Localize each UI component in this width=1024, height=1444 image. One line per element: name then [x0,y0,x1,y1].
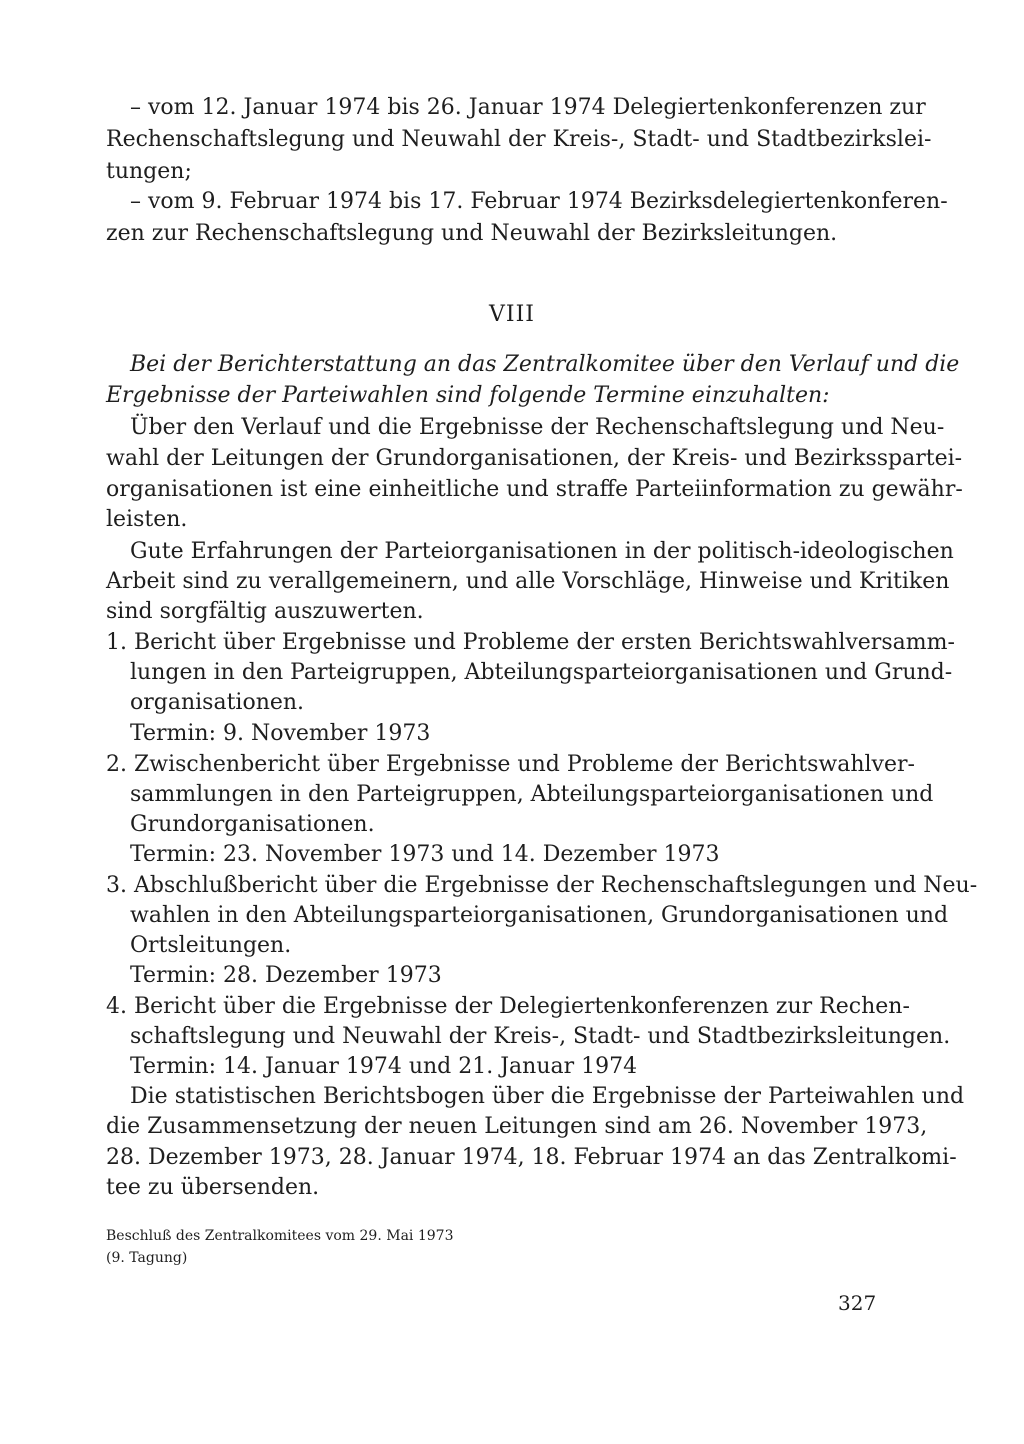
text-line: Rechenschaftslegung und Neuwahl der Kreis-, Stadt- und Stadtbezirkslei- [106,127,932,152]
text-line: Arbeit sind zu verallgemeinern, und alle Vorschläge, Hinweise und Kritiken [106,569,950,594]
list-item-termin: Termin: 14. Januar 1974 und 21. Januar 1974 [130,1054,638,1079]
text-line: leisten. [106,507,188,532]
intro-line: Bei der Berichterstattung an das Zentralkomitee über den Verlauf und die [130,352,960,377]
text-line: tee zu übersenden. [106,1175,320,1200]
list-item-termin: Termin: 28. Dezember 1973 [130,963,442,988]
intro-line: Ergebnisse der Parteiwahlen sind folgende Termine einzuhalten: [106,383,830,408]
footnote-line: (9. Tagung) [106,1250,188,1266]
list-item-line: 1. Bericht über Ergebnisse und Probleme der ersten Berichtswahlversamm- [106,630,955,655]
text-line: Gute Erfahrungen der Parteiorganisationen in der politisch-ideologischen [130,539,954,564]
list-item-line: 2. Zwischenbericht über Ergebnisse und Probleme der Berichtswahlver- [106,752,915,777]
footnote-line: Beschluß des Zentralkomitees vom 29. Mai 1973 [106,1228,454,1244]
section-heading: VIII [489,302,535,327]
text-line: – vom 9. Februar 1974 bis 17. Februar 1974 Bezirksdelegiertenkonferen- [130,189,948,214]
list-item-termin: Termin: 23. November 1973 und 14. Dezember 1973 [130,842,720,867]
list-item-line: wahlen in den Abteilungsparteiorganisationen, Grundorganisationen und [130,903,949,928]
text-line: zen zur Rechenschaftslegung und Neuwahl der Bezirksleitungen. [106,221,838,246]
list-item-line: sammlungen in den Parteigruppen, Abteilungsparteiorganisationen und [130,782,934,807]
text-line: Die statistischen Berichtsbogen über die Ergebnisse der Parteiwahlen und [130,1084,965,1109]
page-number: 327 [838,1291,877,1315]
list-item-line: lungen in den Parteigruppen, Abteilungsparteiorganisationen und Grund- [130,660,953,685]
text-line: – vom 12. Januar 1974 bis 26. Januar 1974 Delegiertenkonferenzen zur [130,95,926,120]
list-item-line: Ortsleitungen. [130,933,292,958]
list-item-line: organisationen. [130,690,305,715]
text-line: organisationen ist eine einheitliche und straffe Parteiinformation zu gewähr- [106,477,963,502]
list-item-line: 3. Abschlußbericht über die Ergebnisse der Rechenschaftslegungen und Neu- [106,873,978,898]
list-item-termin: Termin: 9. November 1973 [130,721,431,746]
list-item-line: schaftslegung und Neuwahl der Kreis-, Stadt- und Stadtbezirksleitungen. [130,1024,951,1049]
text-line: sind sorgfältig auszuwerten. [106,599,424,624]
list-item-line: 4. Bericht über die Ergebnisse der Delegiertenkonferenzen zur Rechen- [106,994,910,1019]
text-line: tungen; [106,159,192,184]
text-line: Über den Verlauf und die Ergebnisse der Rechenschaftslegung und Neu- [130,415,945,440]
text-line: wahl der Leitungen der Grundorganisationen, der Kreis- und Bezirksspartei- [106,446,963,471]
text-line: 28. Dezember 1973, 28. Januar 1974, 18. Februar 1974 an das Zentralkomi- [106,1145,957,1170]
text-line: die Zusammensetzung der neuen Leitungen sind am 26. November 1973, [106,1114,928,1139]
list-item-line: Grundorganisationen. [130,812,375,837]
